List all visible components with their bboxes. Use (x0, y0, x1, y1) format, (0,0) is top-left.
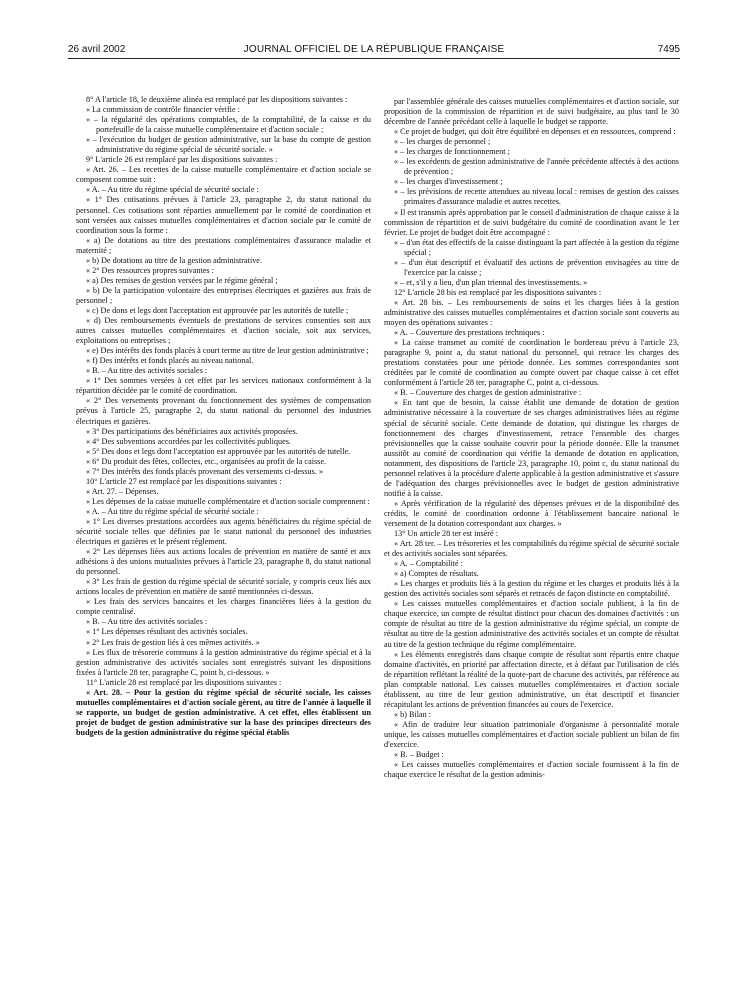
paragraph: « 1° Les diverses prestations accordées aux agents bénéficiaires du régime spécial de sécurité sociale telles que définies par le statut national du personnel des industries électriques et gazières et le présent règlement. (76, 516, 371, 547)
paragraph: 9° L'article 26 est remplacé par les dispositions suivantes : (86, 155, 278, 165)
paragraph: « 4° Des subventions accordées par les collectivités publiques. (86, 436, 291, 446)
paragraph: « A. – Au titre du régime spécial de sécurité sociale : (86, 506, 259, 516)
paragraph: « 1° Les dépenses résultant des activités sociales. (86, 627, 248, 637)
paragraph: « Art. 28. – Pour la gestion du régime spécial de sécurité sociale, les caisses mutuelles complémentaires et d'action sociale gèrent, au titre de l'année à laquelle il se rapporte, un budget de gestion administrative. A cet effet, elles établissent un projet de budget de gestion administrative sur la base des principes directeurs des budgets de la gestion administrative du régime spécial établis (76, 687, 371, 737)
paragraph: « b) De dotations au titre de la gestion administrative. (86, 255, 262, 265)
paragraph: « f) Des intérêts et fonds placés au niveau national. (86, 356, 254, 366)
paragraph: « A. – Comptabilité : (394, 559, 463, 569)
paragraph: « Il est transmis après approbation par le conseil d'administration de chaque caisse à la commission de répartition et de suivi budgétaire du comité de coordination avant le 1er février. Le projet de budget doit être accompagné : (384, 207, 679, 237)
paragraph: « d) Des remboursements éventuels de prestations de services consenties soit aux autres caisses mutuelles complémentaires et d'action sociale, soit aux services, exploitations ou entreprises ; (76, 316, 371, 346)
right-column (384, 97, 679, 987)
paragraph: « 2° Des ressources propres suivantes : (86, 265, 214, 275)
paragraph: 13° Un article 28 ter est inséré : (394, 529, 498, 539)
paragraph: « 1° Des cotisations prévues à l'article 23, paragraphe 2, du statut national du personnel. Ces cotisations sont réparties annuellement par le comité de coordination et sont versées aux caisses mutuelles complémentaires et d'action sociale par le comité de coordination sous la forme : (76, 195, 371, 235)
paragraph: « a) Comptes de résultats. (394, 569, 479, 579)
paragraph: « Art. 27. – Dépenses. (86, 486, 159, 496)
paragraph: 12° L'article 28 bis est remplacé par les dispositions suivantes : (394, 287, 602, 297)
paragraph: « 6° Du produit des fêtes, collectes, etc., organisées au profit de la caisse. (86, 456, 327, 466)
paragraph: « 1° Des sommes versées à cet effet par les services nationaux conformément à la répartition décidée par le comité de coordination. (76, 376, 371, 396)
page-number: 7495 (657, 44, 680, 55)
paragraph: « Les dépenses de la caisse mutuelle complémentaire et d'action sociale comprennent : (86, 496, 370, 506)
paragraph: « A. – Couverture des prestations techniques : (394, 328, 545, 338)
paragraph: « 3° Les frais de gestion du régime spécial de sécurité sociale, y compris ceux liés aux actions locales de prévention en matière de santé mentionnées ci-dessus. (76, 577, 371, 597)
header-rule (68, 58, 680, 59)
paragraph: « En tant que de besoin, la caisse établit une demande de dotation de gestion administrative nécessaire à la couverture de ses charges administratives liées au régime spécial de sécurité sociale. Cette demande de dotation, qui distingue les charges de fonctionnement des charges d'investissement, retrace l'ensemble des charges prévisionnelles que la caisse souhaite couvrir pour la période donnée. Elle la transmet aussitôt au comité de coordination qui vérifie la demande de dotation en application, notamment, des dispositions de l'article 23, paragraphe 10, point c, du statut national du personnel relatives à la procédure d'alerte applicable à la gestion administrative et s'assure de l'adéquation des charges prévisionnelles avec le budget de gestion administrative notifié à la caisse. (384, 398, 679, 498)
paragraph: « a) Des remises de gestion versées par le régime général ; (86, 275, 278, 285)
paragraph: « Les flux de trésorerie communs à la gestion administrative du régime spécial et à la gestion administrative des activités sociales sont enregistrés suivant les dispositions fixées à l'article 28 ter, paragraphe C, point b, ci-dessous. » (76, 647, 371, 677)
paragraph: « La caisse transmet au comité de coordination le bordereau prévu à l'article 23, paragraphe 9, point a, du statut national du personnel, qui retrace les charges des prestations constatées pour une période donnée. Les sommes correspondantes sont créditées par le comité de coordination au compte ouvert par chaque caisse à cet effet conformément à l'article 28 ter, paragraphe C, point a, ci-dessous. (384, 338, 679, 388)
paragraph: « Ce projet de budget, qui doit être équilibré en dépenses et en ressources, comprend : (394, 127, 676, 137)
paragraph: « – d'un état descriptif et évaluatif des actions de prévention envisagées au titre de l'exercice par la caisse ; (394, 257, 679, 277)
paragraph: « Afin de traduire leur situation patrimoniale d'organisme à personnalité morale unique, les caisses mutuelles complémentaires et d'action sociale publient un bilan de fin d'exercice. (384, 719, 679, 749)
paragraph: « Les éléments enregistrés dans chaque compte de résultat sont répartis entre chaque domaine d'activités, en priorité par affectation directe, et à défaut par l'utilisation de clés de répartition reflétant la réalité de la quote-part de chacune des activités, par référence au plan comptable national. Les caisses mutuelles complémentaires et d'action sociale établissent, au titre de leur gestion administrative, un état descriptif et financier récapitulant les actions de prévention financées au cours de l'exercice. (384, 649, 679, 709)
paragraph: « B. – Au titre des activités sociales : (86, 617, 208, 627)
left-column (76, 95, 371, 985)
paragraph: « – les charges de personnel ; (394, 137, 491, 147)
journal-title: JOURNAL OFFICIEL DE LA RÉPUBLIQUE FRANÇAISE (243, 44, 505, 55)
paragraph: « b) De la participation volontaire des entreprises électriques et gazières aux frais de personnel ; (76, 285, 371, 305)
header-date: 26 avril 2002 (68, 44, 126, 55)
paragraph: « 3° Des participations des bénéficiaires aux activités proposées. (86, 426, 298, 436)
paragraph: « a) De dotations au titre des prestations complémentaires d'assurance maladie et maternité ; (76, 235, 371, 255)
paragraph: « Art. 28 ter. – Les trésoreries et les comptabilités du régime spécial de sécurité sociale et des activités sociales sont séparées. (384, 539, 679, 559)
paragraph: « – l'exécution du budget de gestion administrative, sur la base du compte de gestion administrative du régime spécial de sécurité sociale. » (86, 135, 371, 155)
paragraph: « Après vérification de la régularité des dépenses prévues et de la disponibilité des crédits, le comité de coordination ordonne à l'établissement bancaire national le versement de la dotation correspondant aux charges. » (384, 498, 679, 528)
paragraph: « B. – Budget : (394, 750, 444, 760)
page-header (68, 44, 680, 58)
paragraph: « – les charges d'investissement ; (394, 177, 503, 187)
paragraph: « Les frais des services bancaires et les charges financières liées à la gestion du compte centralisé. (76, 597, 371, 617)
paragraph: « 2° Les dépenses liées aux actions locales de prévention en matière de santé et aux adhésions à des unions mutualistes prévues à l'article 23, paragraphe 8, du statut national du personnel. (76, 547, 371, 577)
paragraph: « Art. 28 bis. – Les remboursements de soins et les charges liées à la gestion administrative des caisses mutuelles complémentaires et d'action sociale sont couverts au moyen des opérations suivantes : (384, 297, 679, 328)
paragraph: « b) Bilan : (394, 709, 432, 719)
paragraph: « B. – Au titre des activités sociales : (86, 366, 208, 376)
paragraph: « – les excédents de gestion administrative de l'année précédente affectés à des actions de prévention ; (394, 157, 679, 177)
paragraph: « Les caisses mutuelles complémentaires et d'action sociale publient, à la fin de chaque exercice, un compte de résultat distinct pour chacun des domaines d'activités : un compte de résultat au titre de la gestion administrative du régime spécial, un compte de résultat au titre de la gestion administrative des activités sociales et un compte de résultat au titre de la gestion technique du régime complémentaire. (384, 599, 679, 649)
paragraph: « Les caisses mutuelles complémentaires et d'action sociale fournissent à la fin de chaque exercice le résultat de la gestion adminis- (384, 760, 679, 780)
paragraph: 8° A l'article 18, le deuxième alinéa est remplacé par les dispositions suivantes : (86, 95, 348, 104)
paragraph: « La commission de contrôle financier vérifie : (86, 105, 240, 115)
paragraph: « 7° Des intérêts des fonds placés provenant des versements ci-dessus. » (86, 466, 324, 476)
paragraph: « A. – Au titre du régime spécial de sécurité sociale : (86, 185, 259, 195)
paragraph: « B. – Couverture des charges de gestion administrative : (394, 388, 582, 398)
paragraph: « 2° Les frais de gestion liés à ces mêmes activités. » (86, 637, 260, 647)
paragraph: « 2° Des versements provenant du fonctionnement des systèmes de compensation prévus à l'article 25, paragraphe 2, du statut national du personnel des industries électriques et gazières. (76, 396, 371, 426)
paragraph: 10° L'article 27 est remplacé par les dispositions suivantes : (86, 476, 282, 486)
paragraph: 11° L'article 28 est remplacé par les dispositions suivantes : (86, 677, 282, 687)
paragraph: « – les prévisions de recette attendues au niveau local : remises de gestion des caisses primaires d'assurance maladie et autres recettes. (394, 187, 679, 207)
paragraph: « e) Des intérêts des fonds placés à court terme au titre de leur gestion administrative ; (86, 346, 369, 356)
paragraph: « Les charges et produits liés à la gestion du régime et les charges et produits liés à la gestion des activités sociales sont séparés et retracés de façon distincte en comptabilité. (384, 579, 679, 599)
paragraph: « Art. 26. – Les recettes de la caisse mutuelle complémentaire et d'action sociale se composent comme suit : (76, 165, 371, 185)
paragraph: « c) De dons et legs dont l'acceptation est approuvée par les autorités de tutelle ; (86, 305, 349, 315)
paragraph: « – et, s'il y a lieu, d'un plan triennal des investissements. » (394, 277, 588, 287)
paragraph: par l'assemblée générale des caisses mutuelles complémentaires et d'action sociale, sur proposition de la commission de répartition et de suivi budgétaire, au plus tard le 30 décembre de l'année précédant celle à laquelle le budget se rapporte. (384, 97, 679, 127)
paragraph: « – d'un état des effectifs de la caisse distinguant la part affectée à la gestion du régime spécial ; (394, 237, 679, 257)
paragraph: « – les charges de fonctionnement ; (394, 147, 510, 157)
paragraph: « 5° Des dons et legs dont l'acceptation est approuvée par les autorités de tutelle. (86, 446, 351, 456)
paragraph: « – la régularité des opérations comptables, de la comptabilité, de la caisse et du portefeuille de la caisse mutuelle complémentaire et d'action sociale ; (86, 115, 371, 135)
